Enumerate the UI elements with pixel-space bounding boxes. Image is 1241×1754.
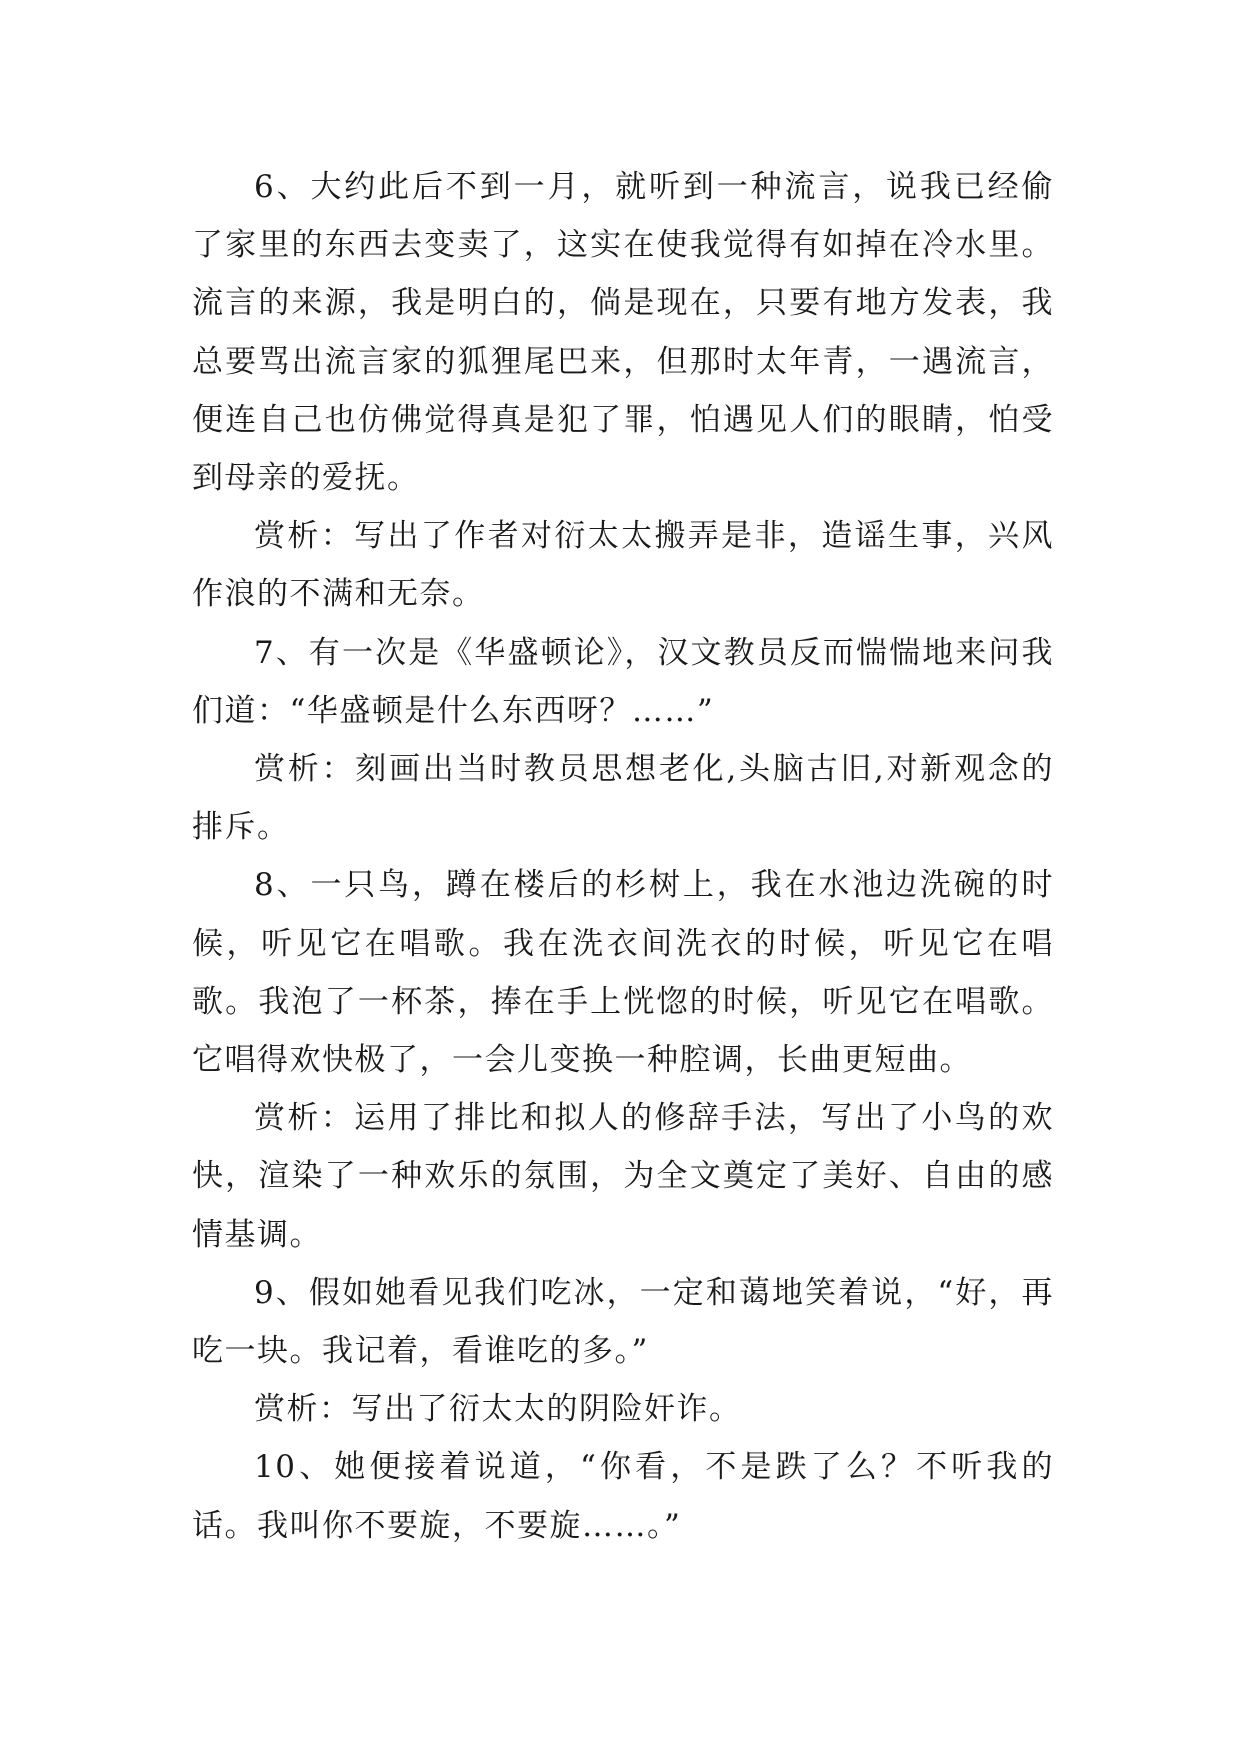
analysis-paragraph-6: 赏析：写出了作者对衍太太搬弄是非，造谣生事，兴风作浪的不满和无奈。	[192, 518, 1054, 613]
analysis-paragraph-8: 赏析：运用了排比和拟人的修辞手法，写出了小鸟的欢快，渲染了一种欢乐的氛围，为全文奠定了美好、自由的感情基调。	[192, 1100, 1054, 1253]
paragraph-item-9: 9、假如她看见我们吃冰，一定和蔼地笑着说，“好，再吃一块。我记着，看谁吃的多。”	[192, 1274, 1054, 1370]
analysis-paragraph-9: 赏析：写出了衍太太的阴险奸诈。	[254, 1391, 742, 1428]
paragraph-item-7: 7、有一次是《华盛顿论》，汉文教员反而惴惴地来问我们道：“华盛顿是什么东西呀？……”	[192, 634, 1054, 729]
analysis-paragraph-7: 赏析：刻画出当时教员思想老化,头脑古旧,对新观念的排斥。	[192, 751, 1054, 846]
document-body	[192, 158, 1054, 1555]
paragraph-item-10: 10、她便接着说道，“你看，不是跌了么？不听我的话。我叫你不要旋，不要旋……。”	[192, 1449, 1054, 1544]
paragraph-item-6: 6、大约此后不到一月，就听到一种流言，说我已经偷了家里的东西去变卖了，这实在使我觉得有如掉在冷水里。流言的来源，我是明白的，倘是现在，只要有地方发表，我总要骂出流言家的狐狸尾巴来，但那时太年青，一遇流言，便连自己也仿佛觉得真是犯了罪，怕遇见人们的眼睛，怕受到母亲的爱抚。	[192, 169, 1054, 497]
paragraph-item-8: 8、一只鸟，蹲在楼后的杉树上，我在水池边洗碗的时候，听见它在唱歌。我在洗衣间洗衣的时候，听见它在唱歌。我泡了一杯茶，捧在手上恍惚的时候，听见它在唱歌。它唱得欢快极了，一会儿变换一种腔调，长曲更短曲。	[192, 867, 1054, 1079]
